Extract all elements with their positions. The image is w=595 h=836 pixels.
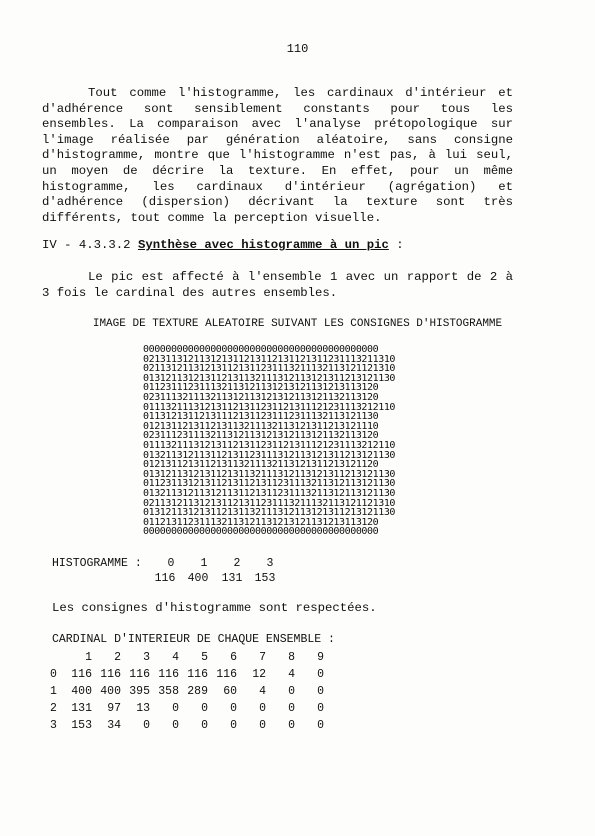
matrix-row: 012131121311213113211132113121311213121110 (143, 420, 379, 432)
table-cell: 116 (100, 668, 121, 681)
column-header: 2 (114, 651, 121, 664)
histogram-class: 2 (233, 557, 241, 570)
table-cell: 13 (136, 702, 150, 715)
table-cell: 0 (317, 702, 324, 715)
matrix-row: 013121131213112131132111312113121311213121130 (143, 372, 396, 384)
table-cell: 0 (288, 719, 295, 732)
table-cell: 97 (107, 702, 121, 715)
table-row (50, 666, 324, 683)
section-number: IV - 4.3.3.2 (42, 238, 131, 252)
table-cell: 0 (201, 719, 208, 732)
paragraph-peak-assignment (42, 270, 513, 301)
table-cell: 4 (288, 668, 295, 681)
matrix-row: 023111231113211312113121312113121132113120 (143, 430, 379, 442)
matrix-row: 011132111312131121311231121311121231113212110 (143, 401, 396, 413)
table-cell: 116 (71, 668, 92, 681)
paragraph-cardinal-discussion (42, 86, 513, 226)
column-header: 8 (288, 651, 295, 664)
figure-title: IMAGE DE TEXTURE ALEATOIRE SUIVANT LES CONSIGNES D'HISTOGRAMME (92, 318, 503, 330)
column-header: 9 (317, 651, 324, 664)
section-title: Synthèse avec histogramme à un pic (137, 238, 389, 252)
matrix-row: 021131211312131121311231113211132113121121310 (143, 497, 396, 509)
table-cell: 60 (223, 685, 237, 698)
table-cell: 0 (172, 702, 179, 715)
table-corner (50, 649, 60, 666)
table-cell: 116 (216, 668, 237, 681)
table-header-row (50, 649, 324, 666)
column-header: 3 (143, 651, 150, 664)
matrix-row: 011231112311132113121131213121131213113120 (143, 382, 379, 394)
histogram-class: 0 (167, 557, 175, 570)
table-cell: 116 (187, 668, 208, 681)
column-header: 5 (201, 651, 208, 664)
row-header: 2 (50, 702, 57, 715)
histogram-class: 1 (200, 557, 208, 570)
table-cell: 400 (71, 685, 92, 698)
table-cell: 34 (107, 719, 121, 732)
table-cell: 289 (187, 685, 208, 698)
column-header: 6 (230, 651, 237, 664)
table-cell: 0 (143, 719, 150, 732)
matrix-row: 012131121311213113211132113121311213121120 (143, 459, 379, 471)
table-cell: 0 (172, 719, 179, 732)
row-header: 1 (50, 685, 57, 698)
table-cell: 0 (230, 719, 237, 732)
table-row (50, 717, 324, 734)
table-cell: 0 (317, 719, 324, 732)
table-cell: 4 (259, 685, 266, 698)
paragraph-text: Tout comme l'histogramme, les cardinaux d'intérieur et d'adhérence sont sensiblement constants pour tous les ensembles. La comparaison avec l'analyse prétopologique sur l'image réalisée par génération aléatoire, sans consigne d'histogramme, montre que l'histogramme n'est pas, à lui seul, un moyen de décrire la texture. En effet, pour un même histogramme, les cardinaux d'intérieur (agrégation) et d'adhérence (dispersion) décrivant la texture sont très différents, tout comme la perception visuelle. (42, 86, 513, 225)
table-cell: 0 (317, 685, 324, 698)
table-cell: 0 (288, 685, 295, 698)
cardinal-table (50, 649, 324, 734)
histogram-class: 3 (266, 557, 274, 570)
table-cell: 0 (201, 702, 208, 715)
row-header: 0 (50, 668, 57, 681)
section-suffix: : (388, 238, 404, 252)
matrix-row: 011312131121311121311231112311132113121130 (143, 411, 379, 423)
table-cell: 400 (100, 685, 121, 698)
table-cell: 0 (317, 668, 324, 681)
paragraph-text: Le pic est affecté à l'ensemble 1 avec un rapport de 2 à 3 fois le cardinal des autres ensembles. (42, 270, 513, 300)
table-cell: 0 (259, 719, 266, 732)
histogram-label: HISTOGRAMME : (52, 557, 142, 570)
table-cell: 0 (259, 702, 266, 715)
histogram-conclusion: Les consignes d'histogramme sont respectées. (52, 601, 377, 615)
matrix-row: 013121131213112131132111312113121311213121130 (143, 468, 396, 480)
table-cell: 358 (158, 685, 179, 698)
cardinal-table-title: CARDINAL D'INTERIEUR DE CHAQUE ENSEMBLE : (52, 633, 335, 646)
table-cell: 116 (129, 668, 150, 681)
matrix-row: 023111321113211312113121312113121132113120 (143, 391, 379, 403)
matrix-row: 011132111312131121311231121311121231113212110 (143, 439, 396, 451)
matrix-row: 000000000000000000000000000000000000000000 (143, 344, 379, 355)
matrix-row: 013211312113121131121311231113211312113121130 (143, 487, 396, 499)
table-cell: 0 (230, 702, 237, 715)
table-cell: 153 (71, 719, 92, 732)
page-number: 110 (286, 42, 309, 56)
matrix-row: 011231131213112131121311231113211312113121130 (143, 478, 396, 490)
histogram-value: 400 (187, 572, 209, 585)
row-header: 3 (50, 719, 57, 732)
table-row (50, 683, 324, 700)
column-header: 7 (259, 651, 266, 664)
matrix-row: 021311312113121311213112131121311231113211310 (143, 353, 396, 365)
histogram-value: 153 (254, 572, 276, 585)
matrix-row: 013211312113112131123111312113121311213121130 (143, 449, 396, 461)
column-header: 1 (85, 651, 92, 664)
column-header: 4 (172, 651, 179, 664)
table-cell: 395 (129, 685, 150, 698)
table-cell: 0 (288, 702, 295, 715)
section-heading (42, 238, 522, 252)
texture-matrix (143, 345, 395, 537)
matrix-row: 021131211312131121311231113211132113121121310 (143, 363, 396, 375)
table-cell: 131 (71, 702, 92, 715)
matrix-row: 000000000000000000000000000000000000000000 (143, 526, 379, 538)
table-cell: 12 (252, 668, 266, 681)
matrix-row: 013121131213112131132111312113121311213121130 (143, 507, 396, 519)
histogram-value: 131 (221, 572, 243, 585)
histogram-value: 116 (154, 572, 176, 585)
table-row (50, 700, 324, 717)
table-cell: 116 (158, 668, 179, 681)
matrix-row: 011213112311132113121131213121131213113120 (143, 516, 379, 528)
